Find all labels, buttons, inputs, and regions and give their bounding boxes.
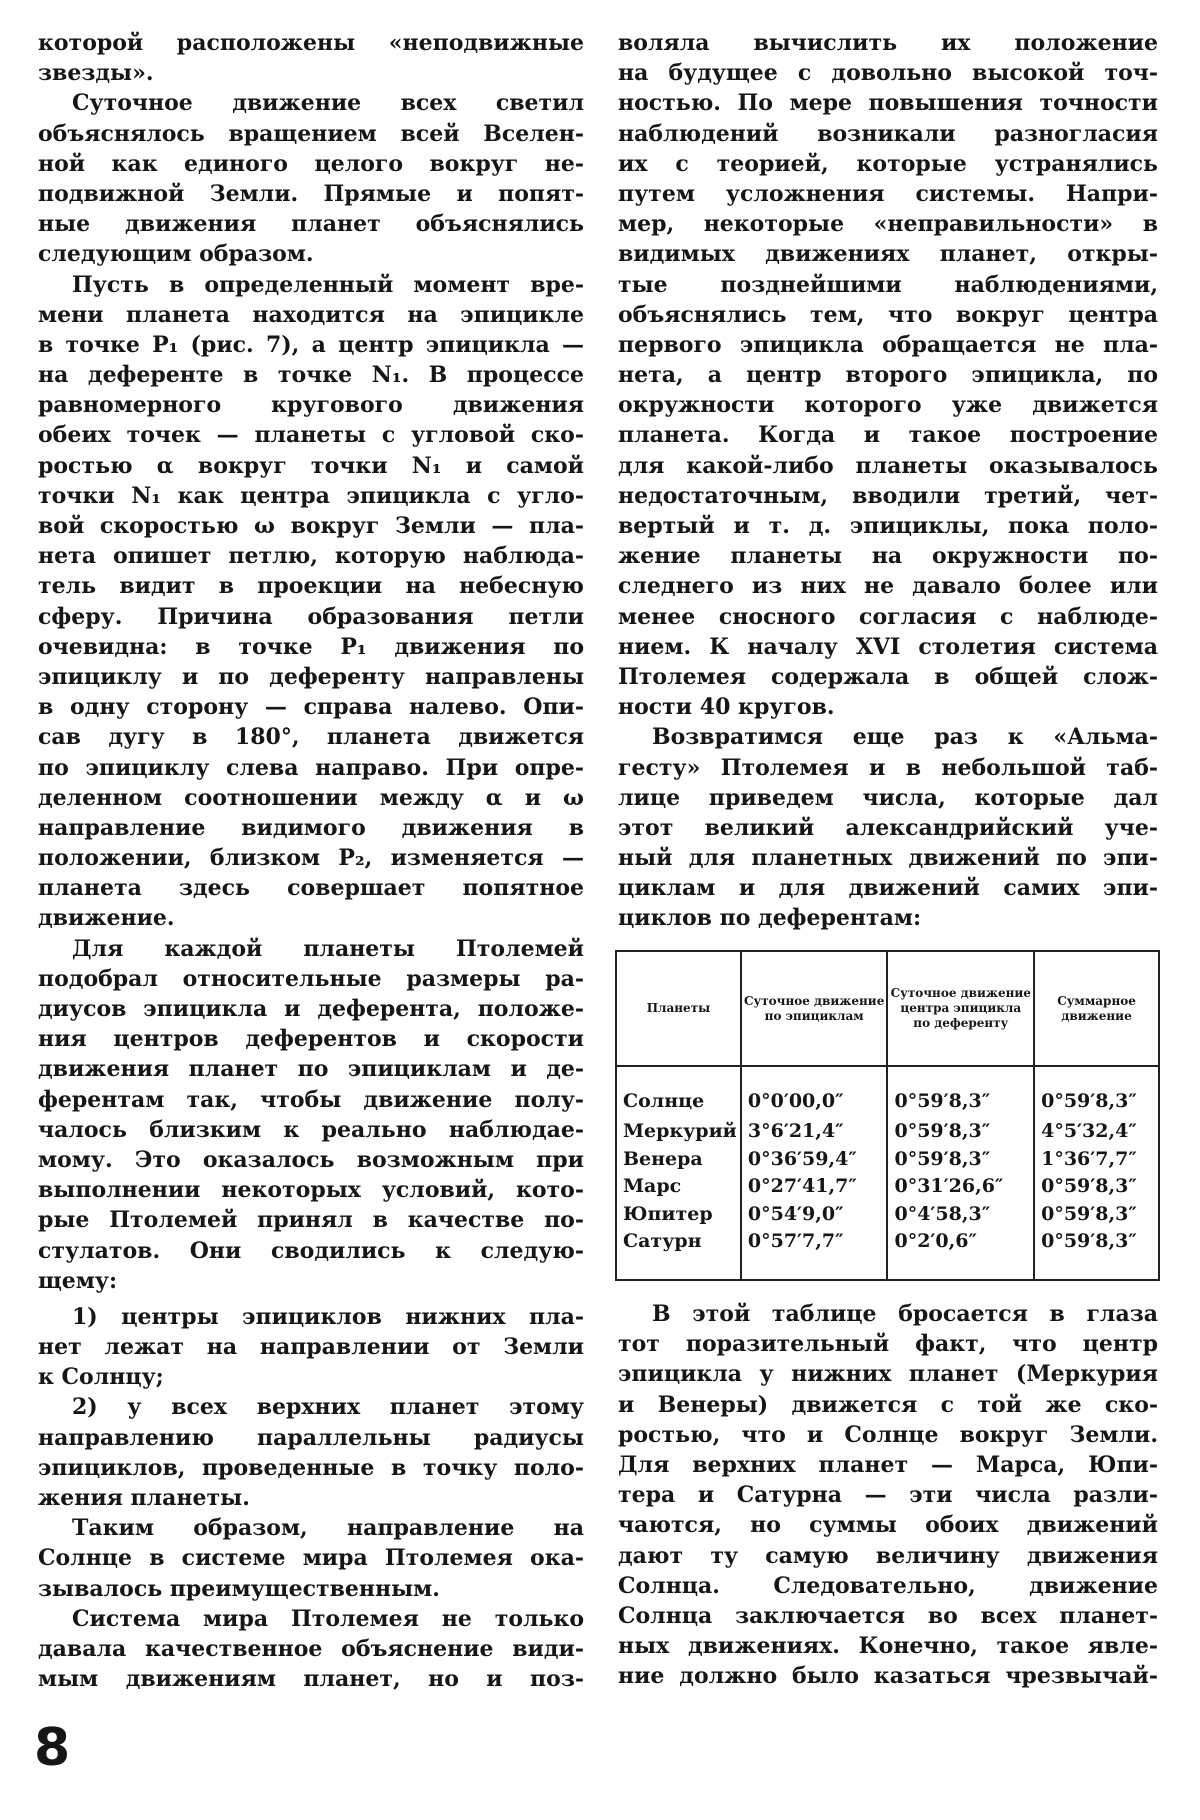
text-line: для какой-либо планеты оказывалось [618,452,1158,479]
text-line: положении, близком P₂, изменяется — [38,845,584,872]
text-line: Солнце в системе мира Птолемея ока- [38,1545,584,1572]
column-header: Суточное движение центра эпицикла по деференту [887,951,1034,1066]
text-line: ностью. По мере повышения точности [618,90,1158,117]
text-line: чалось близким к реально наблюдае- [38,1116,584,1143]
text-line: подобрал относительные размеры ра- [38,965,584,992]
text-line: направлению параллельны радиусы [38,1424,584,1451]
text-line: звезды». [38,60,154,87]
text-line: диусов эпицикла и деферента, положе- [38,996,584,1022]
table-row [616,1229,1159,1280]
text-line: эпициклов, проведенные в точку поло- [38,1454,584,1481]
text-line: рые Птолемей принял в качестве по- [38,1207,584,1234]
text-line: и Венеры) движется с той же ско- [618,1391,1158,1418]
right-column-top [618,28,1158,934]
text-line: Пусть в определенный момент вре- [72,271,584,298]
text-line: нет лежат на направлении от Земли [38,1334,584,1361]
table-row [616,1119,1159,1147]
text-line: нием. К началу XVI столетия система [618,633,1158,660]
text-line: ния центров деферентов и скорости [38,1026,584,1053]
text-line: вой скоростью ω вокруг Земли — пла- [38,513,584,539]
text-line: их с теорией, которые устранялись [618,150,1158,177]
text-line: видимых движениях планет, откры- [618,241,1158,268]
text-line: нета опишет петлю, которую наблюда- [38,543,584,570]
value-cell: 4°5′32,4″ [1034,1119,1159,1147]
text-line: Солнца заключается во всех планет- [618,1602,1158,1629]
column-header: Суммарное движение [1034,951,1159,1066]
text-line: гесту» Птолемея и в небольшой таб- [618,754,1158,781]
text-line: в одну сторону — справа налево. Опи- [38,694,584,721]
table-header-row [616,951,1159,1066]
text-line: мени планета находится на эпицикле [38,301,584,328]
value-cell: 0°59′8,3″ [1034,1202,1159,1230]
text-line: ферентам так, чтобы движение полу- [38,1086,584,1113]
planet-motion-table [615,950,1160,1281]
value-cell: 1°36′7,7″ [1034,1147,1159,1175]
value-cell: 0°59′8,3″ [887,1119,1034,1147]
planet-name-cell: Юпитер [616,1202,741,1230]
text-line: движения планет по эпициклам и де- [38,1056,584,1083]
text-line: Возвратимся еще раз к «Альма- [652,724,1158,751]
text-line: тера и Сатурна — эти числа разли- [618,1482,1158,1509]
planet-name-cell: Солнце [616,1066,741,1119]
text-line: эпицикла у нижних планет (Меркурия [618,1361,1158,1388]
text-line: точки N₁ как центра эпицикла с угло- [38,482,584,509]
value-cell: 0°31′26,6″ [887,1174,1034,1202]
text-line: Система мира Птолемея не только [72,1605,584,1632]
text-line: обеих точек — планеты с угловой ско- [38,422,584,449]
text-line: Для каждой планеты Птолемей [72,935,584,962]
text-line: следующим образом. [38,241,314,268]
left-column [38,28,584,1694]
text-line: сферу. Причина образования петли [38,603,584,630]
value-cell: 0°59′8,3″ [1034,1066,1159,1119]
text-line: ние должно было казаться чрезвычай- [618,1663,1158,1690]
text-line: В этой таблице бросается в глаза [652,1301,1158,1327]
text-line: ности 40 кругов. [618,694,835,721]
text-line: недостаточным, вводили третий, чет- [618,482,1158,509]
text-line: жения планеты. [38,1485,250,1511]
text-line: стулатов. Они сводились к следую- [38,1237,584,1264]
text-line: этот великий александрийский уче- [618,814,1158,841]
value-cell: 0°59′8,3″ [1034,1174,1159,1202]
text-line: тель видит в проекции на небесную [38,573,584,600]
text-line: циклов по деферентам: [618,905,922,932]
value-cell: 3°6′21,4″ [741,1119,888,1147]
column-header: Планеты [616,951,741,1066]
value-cell: 0°59′8,3″ [887,1066,1034,1119]
value-cell: 0°57′7,7″ [741,1229,888,1280]
text-line: нета, а центр второго эпицикла, по [618,362,1158,389]
text-line: ные движения планет объяснялись [38,211,584,238]
text-line: выполнении некоторых условий, кото- [38,1177,584,1204]
text-line: деленном соотношении между α и ω [38,784,584,811]
text-line: мер, некоторые «неправильности» в [618,211,1158,238]
table-row [616,1147,1159,1175]
text-line: чаются, но суммы обоих движений [618,1512,1158,1539]
text-line: воляла вычислить их положение [618,30,1158,56]
text-line: Солнца. Следовательно, движение [618,1572,1158,1599]
text-line: объяснялись тем, что вокруг центра [618,301,1158,328]
text-line: окружности которого уже движется [618,392,1158,419]
table-row [616,1066,1159,1119]
value-cell: 0°54′9,0″ [741,1202,888,1230]
text-line: ной как единого целого вокруг не- [38,150,584,177]
text-line: ростью α вокруг точки N₁ и самой [38,452,584,479]
text-line: тот поразительный факт, что центр [618,1331,1158,1358]
value-cell: 0°36′59,4″ [741,1147,888,1175]
text-line: 1) центры эпициклов нижних пла- [72,1303,584,1330]
text-line: мым движениям планет, но и поз- [38,1666,584,1693]
planet-name-cell: Венера [616,1147,741,1175]
value-cell: 0°59′8,3″ [887,1147,1034,1175]
table-row [616,1174,1159,1202]
text-line: направление видимого движения в [38,814,584,841]
text-line: по эпициклу слева направо. При опре- [38,754,584,781]
text-line: вертый и т. д. эпициклы, пока поло- [618,513,1158,539]
text-line: ростью, что и Солнце вокруг Земли. [618,1421,1158,1448]
text-line: сав дугу в 180°, планета движется [38,724,584,751]
text-line: движение. [38,905,175,932]
planet-name-cell: Меркурий [616,1119,741,1147]
text-line: эпициклу и по деференту направлены [38,663,584,690]
text-line: путем усложнения системы. Напри- [618,180,1158,207]
planet-name-cell: Марс [616,1174,741,1202]
text-line: менее сносного согласия с наблюде- [618,603,1158,630]
text-line: Для верхних планет — Марса, Юпи- [618,1451,1158,1478]
page-number: 8 [34,1718,71,1778]
table-row [616,1202,1159,1230]
text-line: в точке P₁ (рис. 7), а центр эпицикла — [38,331,584,358]
text-line: первого эпицикла обращается не пла- [618,331,1158,358]
text-line: планета. Когда и такое построение [618,422,1158,449]
text-line: тые позднейшими наблюдениями, [618,271,1158,298]
text-line: давала качественное объяснение види- [38,1635,584,1662]
text-line: ных движениях. Конечно, такое явле- [618,1633,1158,1660]
text-line: очевидна: в точке P₁ движения по [38,633,584,660]
text-line: дают ту самую величину движения [618,1542,1158,1569]
text-line: щему: [38,1267,118,1294]
text-line: жение планеты на окружности по- [618,543,1158,570]
value-cell: 0°2′0,6″ [887,1229,1034,1280]
column-header: Суточное движение по эпициклам [741,951,888,1066]
text-line: лице приведем числа, которые дал [618,784,1158,811]
value-cell: 0°59′8,3″ [1034,1229,1159,1280]
text-line: наблюдений возникали разногласия [618,120,1158,147]
text-line: объяснялось вращением всей Вселен- [38,120,584,147]
value-cell: 0°0′00,0″ [741,1066,888,1119]
text-line: подвижной Земли. Прямые и попят- [38,180,584,207]
text-line: на деференте в точке N₁. В процессе [38,362,584,389]
text-line: которой расположены «неподвижные [38,30,584,56]
text-line: зывалось преимущественным. [38,1575,440,1602]
text-line: Птолемея содержала в общей слож- [618,663,1158,690]
text-line: следнего из них не давало более или [618,573,1158,600]
value-cell: 0°27′41,7″ [741,1174,888,1202]
right-column-bottom [618,1300,1158,1692]
text-line: к Солнцу; [38,1364,164,1391]
planet-name-cell: Сатурн [616,1229,741,1280]
text-line: Суточное движение всех светил [72,90,584,117]
text-line: Таким образом, направление на [72,1515,584,1542]
text-line: 2) у всех верхних планет этому [72,1394,584,1421]
text-line: циклам и для движений самих эпи- [618,875,1158,902]
text-line: планета здесь совершает попятное [38,875,584,902]
text-line: на будущее с довольно высокой точ- [618,60,1158,87]
text-line: ный для планетных движений по эпи- [618,845,1158,872]
text-line: равномерного кругового движения [38,392,584,419]
value-cell: 0°4′58,3″ [887,1202,1034,1230]
text-line: мому. Это оказалось возможным при [38,1146,584,1173]
